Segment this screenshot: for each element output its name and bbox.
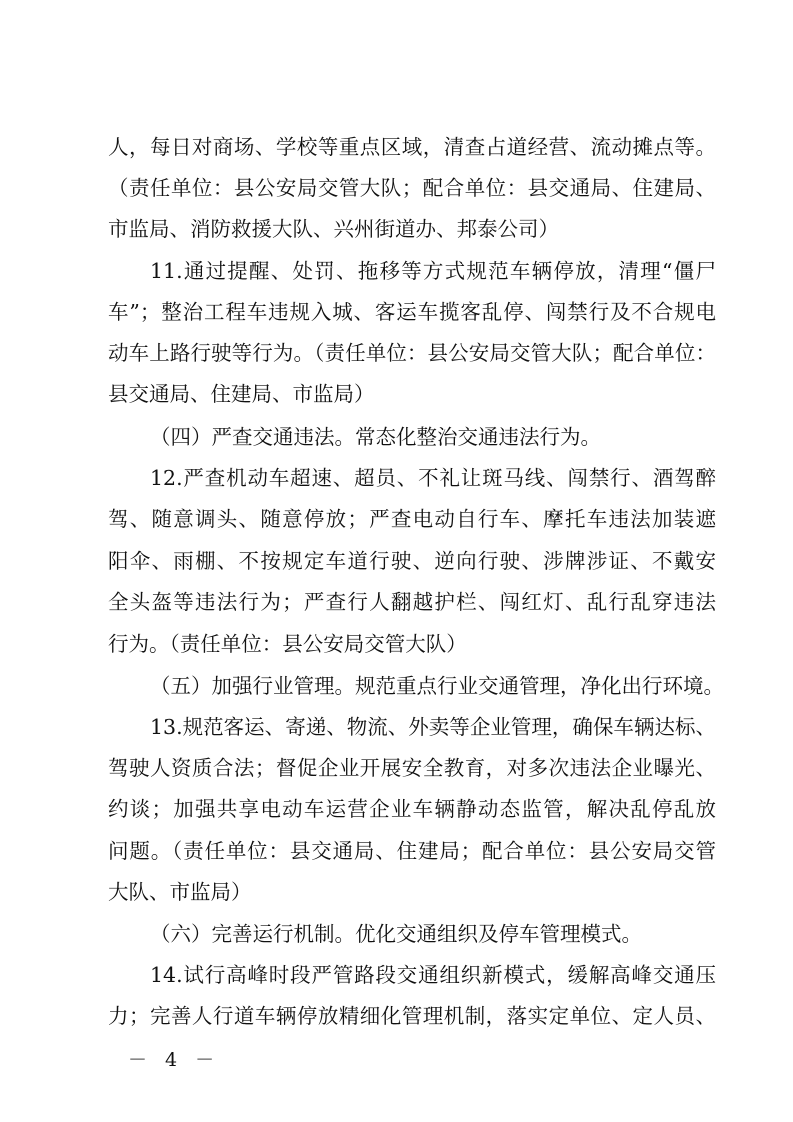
text-line: 县交通局、住建局、市监局） [108,382,375,406]
text-line: 13.规范客运、寄递、物流、外卖等企业管理，确保车辆达标、 [150,715,716,739]
text-line: 全头盔等违法行为；严查行人翻越护栏、闯红灯、乱行乱穿违法 [108,590,716,614]
text-line: （五）加强行业管理。规范重点行业交通管理，净化出行环境。 [150,674,724,698]
text-line: 12.严查机动车超速、超员、不礼让斑马线、闯禁行、酒驾醉 [150,466,716,490]
text-line: 14.试行高峰时段严管路段交通组织新模式，缓解高峰交通压 [150,963,716,987]
text-line: 车”；整治工程车违规入城、客运车揽客乱停、闯禁行及不合规电 [108,300,716,324]
text-line: 人，每日对商场、学校等重点区域，清查占道经营、流动摊点等。 [108,135,716,159]
text-line: 驾、随意调头、随意停放；严查电动自行车、摩托车违法加装遮 [108,507,716,531]
text-line: 行为。（责任单位：县公安局交管大队） [108,632,467,656]
text-line: 市监局、消防救援大队、兴州街道办、邦泰公司） [108,217,559,241]
text-line: 11.通过提醒、处罚、拖移等方式规范车辆停放，清理“僵尸 [150,259,716,283]
text-line: （六）完善运行机制。优化交通组织及停车管理模式。 [150,922,642,946]
text-line: 力；完善人行道车辆停放精细化管理机制，落实定单位、定人员、 [108,1004,716,1028]
text-line: 动车上路行驶等行为。（责任单位：县公安局交管大队；配合单位： [108,341,716,365]
text-line: （四）严查交通违法。常态化整治交通违法行为。 [150,425,601,449]
text-line: 阳伞、雨棚、不按规定车道行驶、逆向行驶、涉牌涉证、不戴安 [108,549,716,573]
page-number: － 4 － [128,1049,221,1071]
text-line: 大队、市监局） [108,880,252,904]
text-line: 驾驶人资质合法；督促企业开展安全教育，对多次违法企业曝光、 [108,756,716,780]
text-line: 约谈；加强共享电动车运营企业车辆静动态监管，解决乱停乱放 [108,797,716,821]
text-line: 问题。（责任单位：县交通局、住建局；配合单位：县公安局交管 [108,839,716,863]
text-line: （责任单位：县公安局交管大队；配合单位：县交通局、住建局、 [108,176,716,200]
